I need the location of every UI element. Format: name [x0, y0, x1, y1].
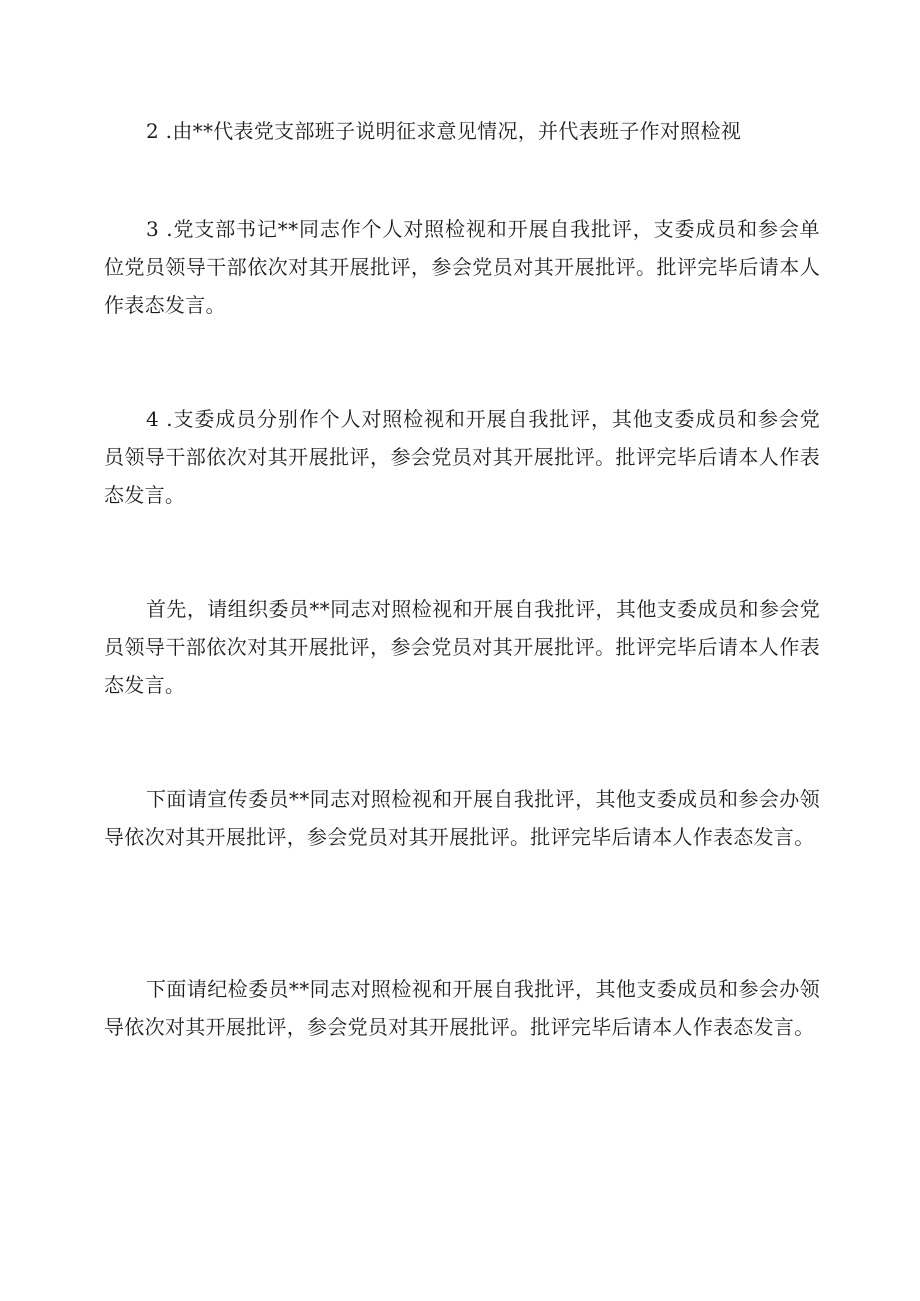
paragraph-item-3: 3 .党支部书记**同志作个人对照检视和开展自我批评，支委成员和参会单位党员领导干部依次对其开展批评，参会党员对其开展批评。批评完毕后请本人作表态发言。 — [104, 217, 820, 317]
paragraph-item-2: 2 .由**代表党支部班子说明征求意见情况，并代表班子作对照检视 — [146, 119, 742, 143]
paragraph-discipline-member: 下面请纪检委员**同志对照检视和开展自我批评，其他支委成员和参会办领导依次对其开展批评，参会党员对其开展批评。批评完毕后请本人作表态发言。 — [104, 977, 820, 1039]
paragraph-organization-member: 首先，请组织委员**同志对照检视和开展自我批评，其他支委成员和参会党员领导干部依次对其开展批评，参会党员对其开展批评。批评完毕后请本人作表态发言。 — [104, 597, 820, 697]
paragraph-publicity-member: 下面请宣传委员**同志对照检视和开展自我批评，其他支委成员和参会办领导依次对其开展批评，参会党员对其开展批评。批评完毕后请本人作表态发言。 — [104, 787, 820, 849]
paragraph-item-4: 4 .支委成员分别作个人对照检视和开展自我批评，其他支委成员和参会党员领导干部依次对其开展批评，参会党员对其开展批评。批评完毕后请本人作表态发言。 — [104, 407, 820, 507]
